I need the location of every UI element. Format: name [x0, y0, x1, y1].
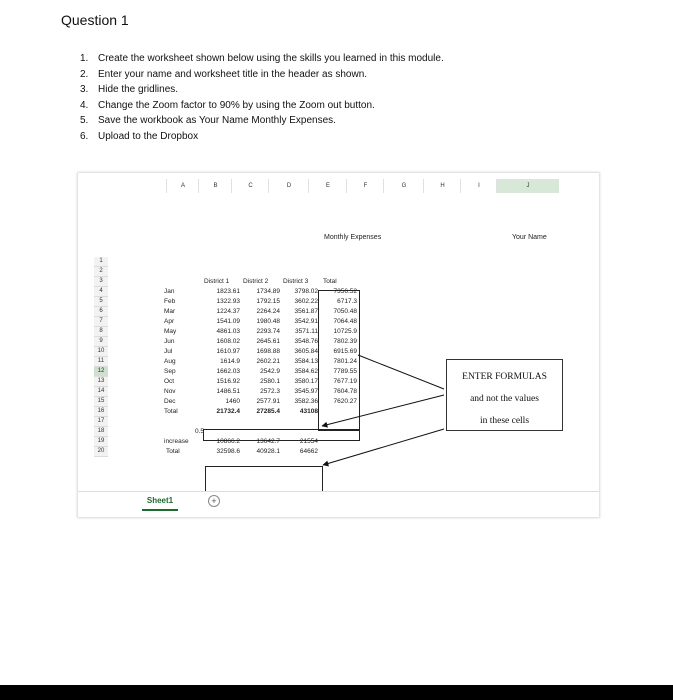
month-label: Sep	[164, 368, 176, 375]
total2-label: Total	[166, 448, 180, 455]
district2-value: 1734.89	[256, 288, 280, 295]
month-label: Aug	[164, 358, 176, 365]
total-value: 7604.78	[333, 388, 357, 395]
header-title: Monthly Expenses	[324, 234, 382, 241]
district3-value: 3584.13	[294, 358, 318, 365]
month-label: May	[164, 328, 177, 335]
month-label: Jan	[164, 288, 175, 295]
district3-value: 3605.84	[294, 348, 318, 355]
month-label: Jul	[164, 348, 173, 355]
table-header: District 1	[204, 278, 230, 285]
row-header-6[interactable]: 6	[94, 307, 108, 317]
total-value: 10725.9	[333, 328, 357, 335]
month-label: Mar	[164, 308, 176, 315]
district3-increase: 21554	[299, 438, 318, 445]
instruction-item: 6. Upload to the Dropbox	[80, 130, 199, 142]
district2-value: 2580.1	[260, 378, 280, 385]
district2-value: 1698.88	[256, 348, 280, 355]
month-label: Dec	[164, 398, 176, 405]
total-value: 7802.39	[333, 338, 357, 345]
row-header-2[interactable]: 2	[94, 267, 108, 277]
arrow-to-increase	[323, 429, 444, 465]
district3-value: 3798.02	[294, 288, 318, 295]
row-header-5[interactable]: 5	[94, 297, 108, 307]
district3-value: 3582.36	[294, 398, 318, 405]
row-header-13[interactable]: 13	[94, 377, 108, 387]
district2-total2: 40928.1	[256, 448, 280, 455]
rate-value: 0.5	[194, 428, 204, 435]
column-header-f[interactable]: F	[346, 179, 384, 193]
district1-value: 1823.61	[216, 288, 240, 295]
district2-value: 2264.24	[256, 308, 280, 315]
district3-total: 43108	[299, 408, 318, 415]
month-label: Nov	[164, 388, 176, 395]
column-header-e[interactable]: E	[308, 179, 347, 193]
district1-value: 1610.97	[216, 348, 240, 355]
district1-value: 1486.51	[216, 388, 240, 395]
district3-value: 3542.91	[294, 318, 318, 325]
district3-value: 3561.87	[294, 308, 318, 315]
total-value: 7789.55	[333, 368, 357, 375]
instruction-item: 5. Save the workbook as Your Name Monthly Expenses.	[80, 115, 336, 126]
district3-value: 3602.22	[294, 298, 318, 305]
row-header-8[interactable]: 8	[94, 327, 108, 337]
total-value: 7620.27	[333, 398, 357, 405]
add-sheet-icon[interactable]: +	[208, 495, 220, 507]
instruction-item: 3. Hide the gridlines.	[80, 84, 179, 95]
note-line: ENTER FORMULAS	[462, 372, 547, 382]
district2-value: 2572.3	[260, 388, 280, 395]
formula-note-box	[446, 359, 563, 431]
row-header-17[interactable]: 17	[94, 417, 108, 427]
row-header-11[interactable]: 11	[94, 357, 108, 367]
instruction-list	[80, 51, 444, 144]
instruction-item: 1. Create the worksheet shown below using the skills you learned in this module.	[80, 53, 444, 64]
column-header-h[interactable]: H	[423, 179, 461, 193]
row-header-1[interactable]: 1	[94, 257, 108, 267]
total-label: Total	[164, 408, 178, 415]
row-header-9[interactable]: 9	[94, 337, 108, 347]
column-header-i[interactable]: I	[460, 179, 497, 193]
district1-value: 1224.37	[216, 308, 240, 315]
total-value: 7064.48	[333, 318, 357, 325]
row-header-7[interactable]: 7	[94, 317, 108, 327]
total-value: 6717.3	[337, 298, 357, 305]
district2-value: 1980.48	[256, 318, 280, 325]
month-label: Jun	[164, 338, 175, 345]
district2-total: 27285.4	[256, 408, 280, 415]
district3-value: 3580.17	[294, 378, 318, 385]
row-header-20[interactable]: 20	[94, 447, 108, 457]
row-header-16[interactable]: 16	[94, 407, 108, 417]
district1-value: 1614.9	[220, 358, 240, 365]
total-value: 7801.24	[333, 358, 357, 365]
note-line: and not the values	[470, 394, 539, 404]
district2-value: 2542.9	[260, 368, 280, 375]
district1-value: 1516.92	[216, 378, 240, 385]
month-label: Oct	[164, 378, 175, 385]
column-header-j[interactable]: J	[496, 179, 559, 193]
header-name: Your Name	[512, 234, 547, 241]
district1-total: 21732.4	[216, 408, 240, 415]
row-header-4[interactable]: 4	[94, 287, 108, 297]
row-header-3[interactable]: 3	[94, 277, 108, 287]
district3-value: 3545.97	[294, 388, 318, 395]
district1-value: 1322.93	[216, 298, 240, 305]
district2-value: 2645.61	[256, 338, 280, 345]
sheet-tab-bar	[78, 491, 599, 512]
formula-arrows	[78, 173, 599, 517]
district1-value: 4861.03	[216, 328, 240, 335]
district3-total2: 64662	[299, 448, 318, 455]
column-header-a[interactable]: A	[166, 179, 199, 193]
table-header: District 2	[243, 278, 269, 285]
month-label: Apr	[164, 318, 175, 325]
increase-label: increase	[164, 438, 189, 445]
district2-value: 1792.15	[256, 298, 280, 305]
row-header-15[interactable]: 15	[94, 397, 108, 407]
row-header-19[interactable]: 19	[94, 437, 108, 447]
total-value: 7356.52	[333, 288, 357, 295]
instruction-item: 4. Change the Zoom factor to 90% by using the Zoom out button.	[80, 99, 375, 111]
note-line: in these cells	[479, 416, 530, 426]
district3-value: 3584.62	[294, 368, 318, 375]
arrow-to-total-row	[322, 395, 444, 426]
row-header-10[interactable]: 10	[94, 347, 108, 357]
district1-value: 1608.02	[216, 338, 240, 345]
district1-value: 1541.09	[216, 318, 240, 325]
district1-value: 1662.03	[216, 368, 240, 375]
district3-value: 3571.11	[294, 328, 318, 335]
column-header-d[interactable]: D	[268, 179, 309, 193]
district2-value: 2602.21	[256, 358, 280, 365]
district2-value: 2577.91	[256, 398, 280, 405]
row-header-12[interactable]: 12	[94, 367, 108, 377]
row-header-18[interactable]: 18	[94, 427, 108, 437]
district2-increase: 13642.7	[256, 438, 280, 445]
sheet-tab[interactable]: Sheet1	[142, 492, 178, 511]
district1-value: 1460	[225, 398, 240, 405]
table-header: Total	[323, 278, 337, 285]
spreadsheet-screenshot	[78, 173, 599, 517]
total-value: 7677.19	[333, 378, 357, 385]
column-header-b[interactable]: B	[198, 179, 232, 193]
table-header: District 3	[283, 278, 309, 285]
month-label: Feb	[164, 298, 176, 305]
column-header-g[interactable]: G	[383, 179, 424, 193]
total-value: 7050.48	[333, 308, 357, 315]
question-title: Question 1	[61, 12, 129, 28]
column-header-c[interactable]: C	[231, 179, 269, 193]
arrow-to-totals	[358, 355, 444, 389]
instruction-item: 2. Enter your name and worksheet title in the header as shown.	[80, 68, 368, 80]
district2-value: 2293.74	[256, 328, 280, 335]
district3-value: 3548.76	[294, 338, 318, 345]
district1-total2: 32598.6	[216, 448, 240, 455]
total-value: 6915.69	[333, 348, 357, 355]
district1-increase: 10866.2	[216, 438, 240, 445]
row-header-14[interactable]: 14	[94, 387, 108, 397]
